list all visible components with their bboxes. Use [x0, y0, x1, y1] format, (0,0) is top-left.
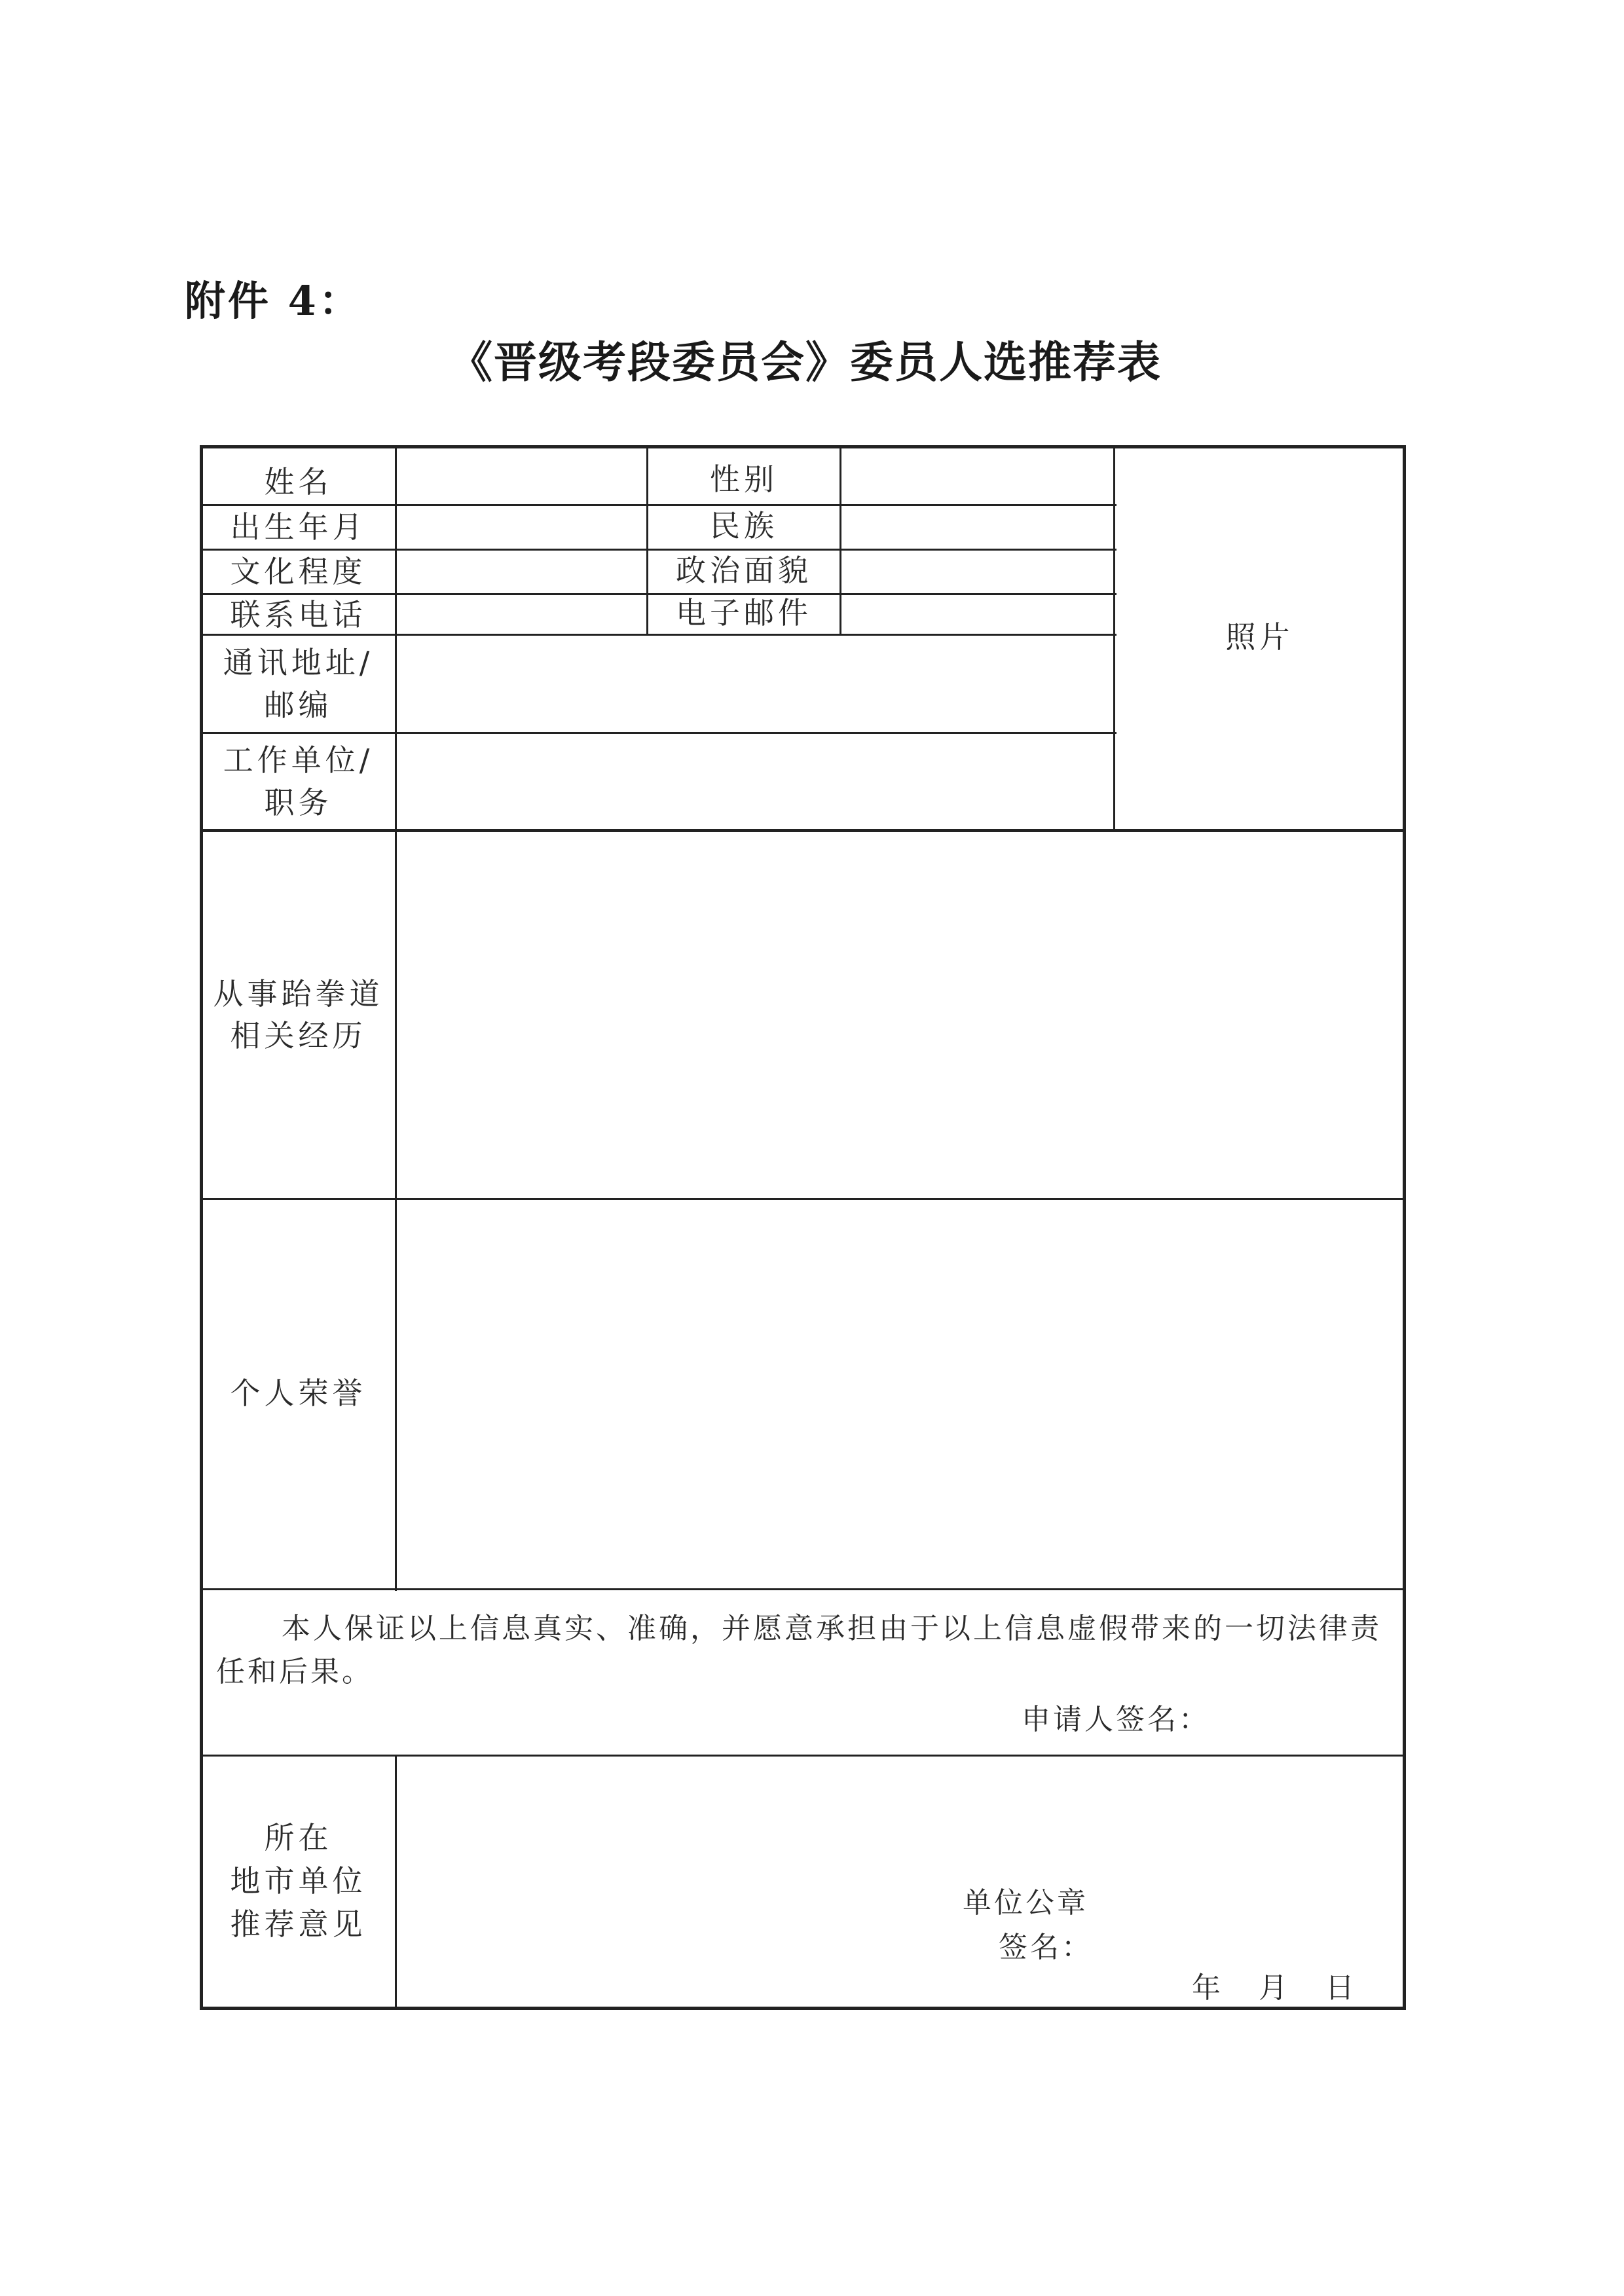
- table-border-bottom: [200, 2007, 1406, 2010]
- recommend-label: [202, 1755, 395, 2007]
- birth-label: 出生年月: [230, 509, 367, 545]
- photo-label: 照片: [1225, 619, 1294, 655]
- col-line-lower: [395, 829, 397, 1591]
- experience-label-line1: 从事跆拳道: [213, 975, 384, 1011]
- phone-label: 联系电话: [230, 596, 367, 632]
- form-title: [0, 327, 1624, 390]
- recommend-label-line2: 地市单位: [230, 1863, 367, 1899]
- date-line: [1192, 1964, 1354, 2006]
- address-label: [202, 636, 395, 732]
- recommend-label-line3: 推荐意见: [230, 1906, 367, 1942]
- date-day: 日: [1325, 1971, 1354, 2005]
- honors-label: 个人荣誉: [230, 1375, 367, 1411]
- col-line-label: [395, 445, 397, 831]
- declaration-text: 本人保证以上信息真实、准确，并愿意承担由于以上信息虚假带来的一切法律责任和后果。: [216, 1612, 1382, 1688]
- work-label-line1: 工作单位/: [223, 742, 374, 778]
- form-title-text: 《晋级考段委员会》委员人选推荐表: [449, 337, 1162, 388]
- experience-label: [202, 936, 395, 1093]
- col-line-bottom: [395, 1755, 397, 2009]
- education-label: 文化程度: [230, 554, 367, 590]
- name-label: 姓名: [264, 464, 333, 500]
- date-month: 月: [1259, 1971, 1287, 2005]
- table-border-right: [1403, 445, 1406, 2010]
- date-year: 年: [1192, 1971, 1221, 2005]
- work-label-line2: 职务: [264, 784, 333, 820]
- signature-label: 签名：: [999, 1931, 1093, 1964]
- political-label: 政治面貌: [676, 552, 812, 588]
- applicant-sign-label: 申请人签名：: [1022, 1703, 1210, 1736]
- row-line-8: [200, 1588, 1406, 1590]
- unit-seal-label: 单位公章: [963, 1886, 1088, 1920]
- recommend-label-line1: 所在: [264, 1819, 333, 1855]
- col-line-photo: [1113, 445, 1115, 831]
- email-label: 电子邮件: [676, 595, 812, 631]
- col-line-mid2: [840, 445, 841, 636]
- row-line-6: [200, 829, 1406, 832]
- ethnicity-label: 民族: [710, 507, 778, 543]
- work-label: [202, 734, 395, 829]
- gender-label: 性别: [710, 461, 778, 497]
- experience-label-line2: 相关经历: [230, 1018, 367, 1053]
- address-label-line1: 通讯地址/: [223, 645, 374, 681]
- attachment-label: 附件 4：: [185, 277, 362, 325]
- address-label-line2: 邮编: [264, 687, 333, 723]
